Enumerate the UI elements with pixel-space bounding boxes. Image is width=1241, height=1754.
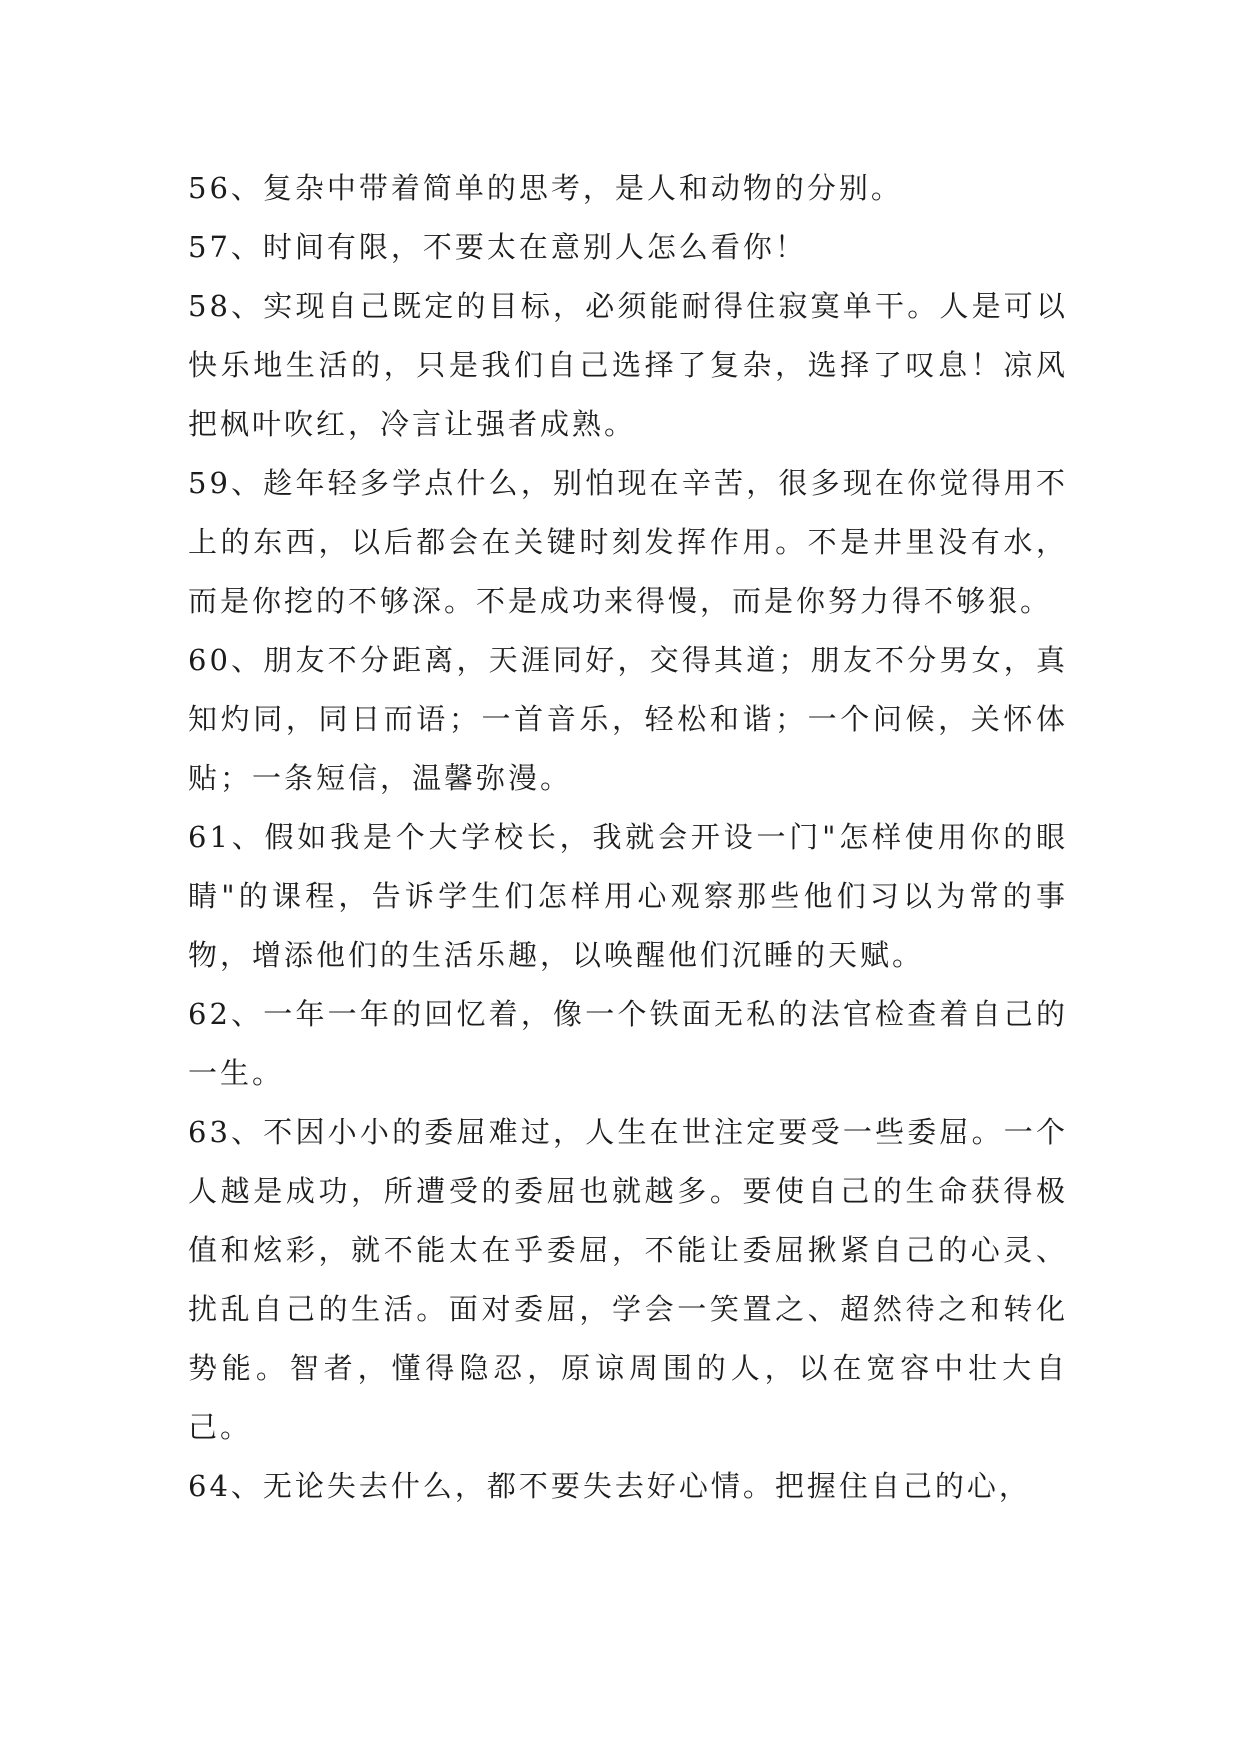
quote-entry-59: 59、趁年轻多学点什么，别怕现在辛苦，很多现在你觉得用不上的东西，以后都会在关键时刻发挥作用。不是井里没有水，而是你挖的不够深。不是成功来得慢，而是你努力得不够狠。 (188, 466, 1068, 618)
quote-entry-58: 58、实现自己既定的目标，必须能耐得住寂寞单干。人是可以快乐地生活的，只是我们自己选择了复杂，选择了叹息！凉风把枫叶吹红，冷言让强者成熟。 (188, 289, 1068, 441)
quote-entry-56: 56、复杂中带着简单的思考，是人和动物的分别。 (188, 171, 903, 205)
quote-entry-57: 57、时间有限，不要太在意别人怎么看你！ (188, 230, 807, 264)
quote-entry-60: 60、朋友不分距离，天涯同好，交得其道；朋友不分男女，真知灼同，同日而语；一首音乐，轻松和谐；一个问候，关怀体贴；一条短信，温馨弥漫。 (188, 643, 1068, 795)
quote-entry-63: 63、不因小小的委屈难过，人生在世注定要受一些委屈。一个人越是成功，所遭受的委屈也就越多。要使自己的生命获得极值和炫彩，就不能太在乎委屈，不能让委屈揪紧自己的心灵、扰乱自己的生活。面对委屈，学会一笑置之、超然待之和转化势能。智者，懂得隐忍，原谅周围的人，以在宽容中壮大自己。 (188, 1115, 1068, 1444)
quote-list (188, 159, 1068, 1516)
quote-entry-61: 61、假如我是个大学校长，我就会开设一门"怎样使用你的眼睛"的课程，告诉学生们怎样用心观察那些他们习以为常的事物，增添他们的生活乐趣，以唤醒他们沉睡的天赋。 (188, 820, 1068, 972)
quote-entry-62: 62、一年一年的回忆着，像一个铁面无私的法官检查着自己的一生。 (188, 997, 1068, 1090)
quote-entry-64: 64、无论失去什么，都不要失去好心情。把握住自己的心， (188, 1469, 1031, 1503)
